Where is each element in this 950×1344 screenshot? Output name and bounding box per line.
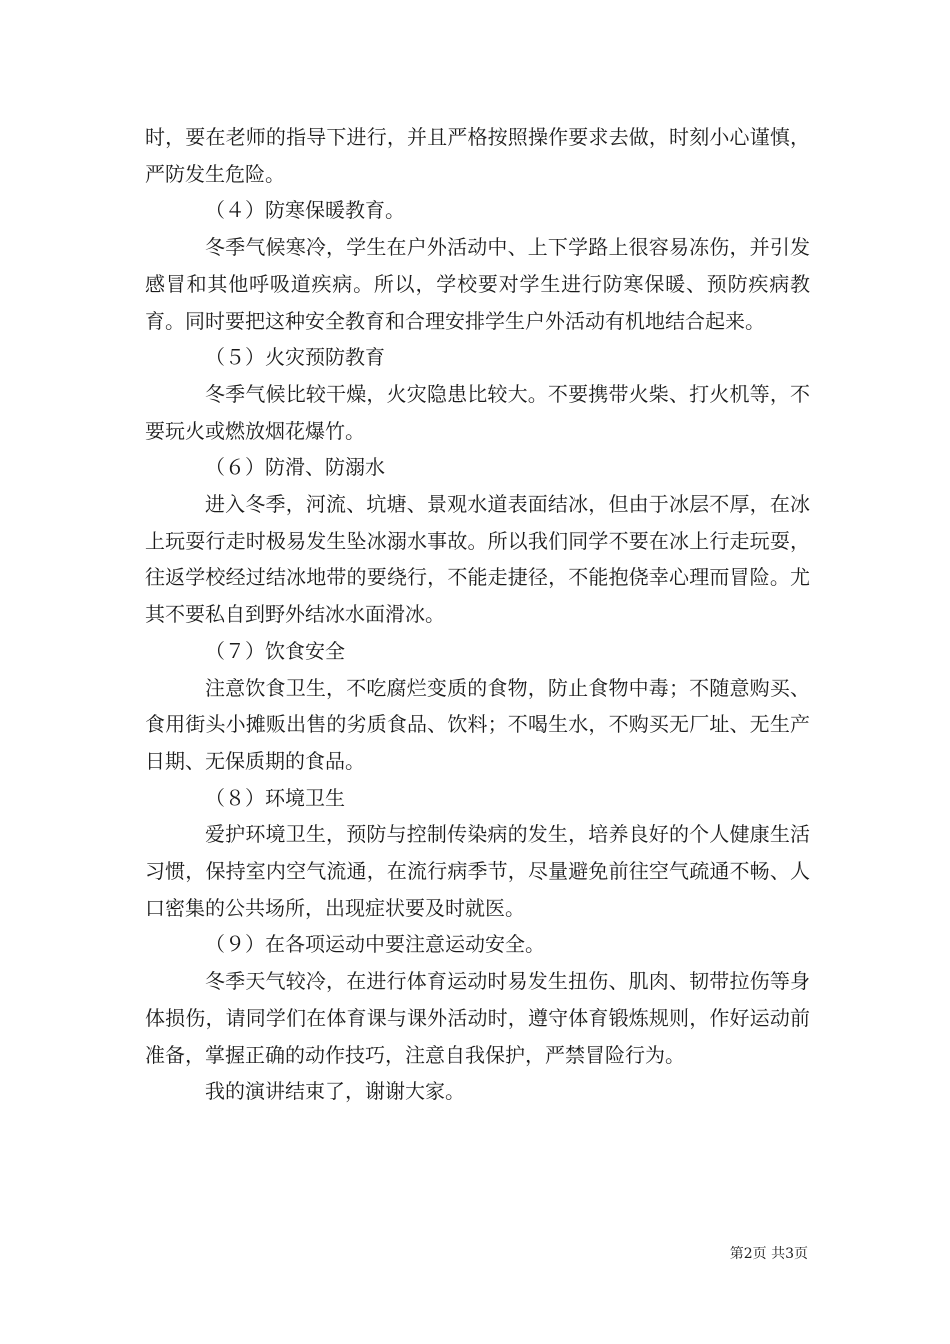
section-heading-8: （８）环境卫生: [205, 785, 345, 810]
document-body: [145, 119, 810, 1110]
paragraph-anti-slip-drowning: 进入冬季，河流、坑塘、景观水道表面结冰，但由于冰层不厚，在冰上玩耍行走时极易发生坠冰溺水事故。所以我们同学不要在冰上行走玩耍，往返学校经过结冰地带的要绕行，不能走捷径，不能抱侥幸心理而冒险。尤其不要私自到野外结冰水面滑冰。: [145, 492, 810, 627]
paragraph-continuation: 时，要在老师的指导下进行，并且严格按照操作要求去做，时刻小心谨慎，严防发生危险。: [145, 125, 810, 186]
section-heading-5: （５）火灾预防教育: [205, 345, 385, 370]
paragraph-sports-safety: 冬季天气较冷，在进行体育运动时易发生扭伤、肌肉、韧带拉伤等身体损伤，请同学们在体育课与课外活动时，遵守体育锻炼规则，作好运动前准备，掌握正确的动作技巧，注意自我保护，严禁冒险行为。: [145, 969, 810, 1067]
paragraph-fire-prevention: 冬季气候比较干燥，火灾隐患比较大。不要携带火柴、打火机等，不要玩火或燃放烟花爆竹。: [145, 381, 810, 443]
section-heading-4: （４）防寒保暖教育。: [205, 198, 405, 223]
section-heading-7: （７）饮食安全: [205, 638, 345, 663]
paragraph-cold-protection: 冬季气候寒冷，学生在户外活动中、上下学路上很容易冻伤，并引发感冒和其他呼吸道疾病。所以，学校要对学生进行防寒保暖、预防疾病教育。同时要把这种安全教育和合理安排学生户外活动有机地结合起来。: [145, 235, 810, 333]
paragraph-food-safety: 注意饮食卫生，不吃腐烂变质的食物，防止食物中毒；不随意购买、食用街头小摊贩出售的劣质食品、饮料；不喝生水，不购买无厂址、无生产日期、无保质期的食品。: [145, 675, 810, 773]
section-heading-9: （９）在各项运动中要注意运动安全。: [205, 932, 545, 957]
paragraph-environment-hygiene: 爱护环境卫生，预防与控制传染病的发生，培养良好的个人健康生活习惯，保持室内空气流通，在流行病季节，尽量避免前往空气疏通不畅、人口密集的公共场所，出现症状要及时就医。: [145, 822, 810, 920]
section-heading-6: （６）防滑、防溺水: [205, 455, 385, 480]
paragraph-closing: 我的演讲结束了，谢谢大家。: [205, 1079, 465, 1104]
page-number-footer: 第2页 共3页: [729, 1246, 808, 1262]
